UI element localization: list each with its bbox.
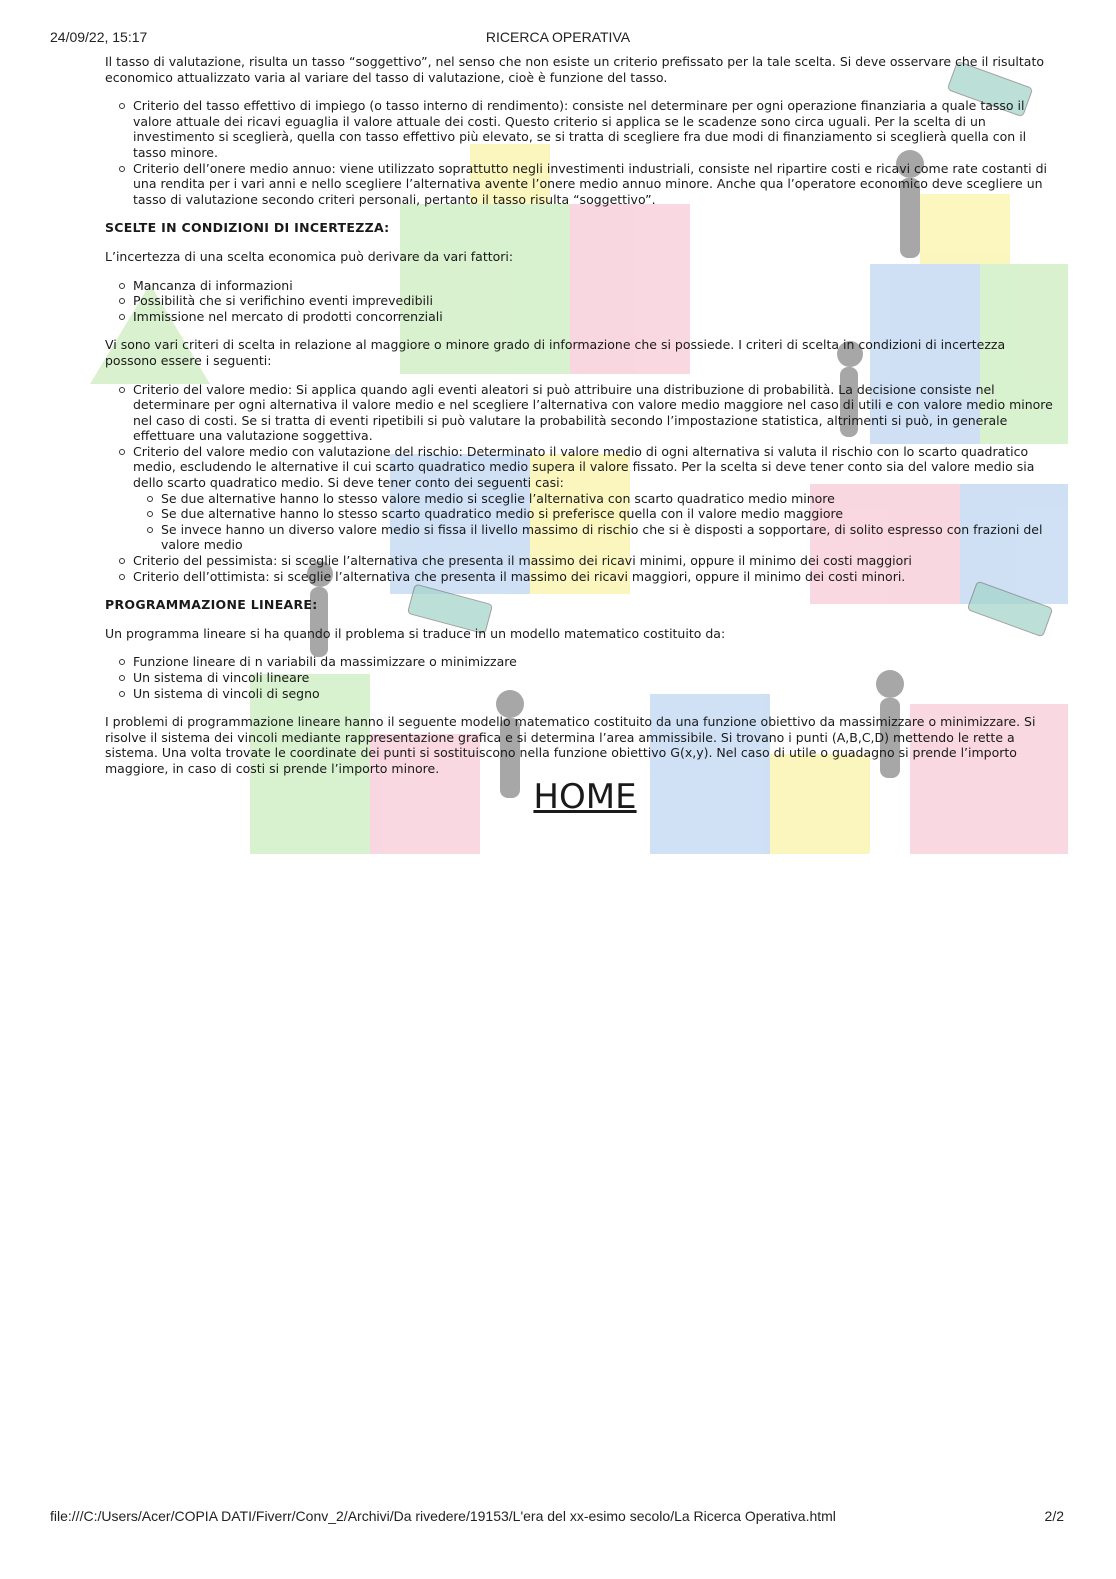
page-content-area: [90, 54, 1068, 854]
home-link[interactable]: HOME: [533, 776, 637, 817]
list-item: Se due alternative hanno lo stesso scarto quadratico medio si preferisce quella con il valore medio maggiore: [161, 506, 1055, 522]
article-body: [105, 54, 1055, 817]
list-item: Se due alternative hanno lo stesso valore medio si sceglie l’alternativa con scarto quadratico medio minore: [161, 491, 1055, 507]
uncertainty-criteria-list: [105, 382, 1055, 585]
home-link-wrap: [105, 776, 1055, 817]
linear-intro: Un programma lineare si ha quando il problema si traduce in un modello matematico costituito da:: [105, 625, 726, 641]
criterion-risk-text: Criterio del valore medio con valutazione del rischio: Determinato il valore medio di ogni alternativa si valuta il rischio con lo scarto quadratico medio, escludendo le alternative il cui scarto quadratico medio supera il valore fissato. Per la scelta si deve tener conto sia del valore medio sia dello scarto quadratico medio. Si deve tener conto dei seguenti casi:: [133, 443, 1035, 491]
linear-items-list: [105, 654, 1055, 701]
list-item: Criterio dell’onere medio annuo: viene utilizzato soprattutto negli investimenti industriali, consiste nel ripartire costi e ricavi come rate costanti di una rendita per i vari anni e nello scegliere l’alternativa avente l’onere medio annuo minore. Anche qua l’operatore economico deve scegliere un tasso di valutazione secondo criteri personali, pertanto il tasso risulta “soggettivo”.: [133, 161, 1055, 208]
print-header: [0, 29, 1116, 47]
list-item: Criterio del tasso effettivo di impiego (o tasso interno di rendimento): consiste nel determinare per ogni operazione finanziaria a quale tasso il valore attuale dei ricavi eguaglia il valore attuale dei costi. Questo criterio si applica se le scadenze sono circa uguali. Per la scelta di un investimento si sceglierà, quella con tasso effettivo più elevato, se si tratta di scegliere fra due modi di finanziamento si sceglierà quella con il tasso minore.: [133, 98, 1055, 160]
uncertainty-intro: L’incertezza di una scelta economica può derivare da vari fattori:: [105, 248, 514, 264]
list-item: Mancanza di informazioni: [133, 278, 1055, 294]
list-item: Immissione nel mercato di prodotti concorrenziali: [133, 309, 1055, 325]
list-item: Criterio dell’ottimista: si sceglie l’alternativa che presenta il massimo dei ricavi maggiori, oppure il minimo dei costi minori.: [133, 569, 1055, 585]
list-item: Se invece hanno un diverso valore medio si fissa il livello massimo di rischio che si è disposti a sopportare, di solito espresso con frazioni del valore medio: [161, 522, 1055, 553]
list-item: Possibilità che si verifichino eventi imprevedibili: [133, 293, 1055, 309]
list-item: Criterio del pessimista: si sceglie l’alternativa che presenta il massimo dei ricavi minimi, oppure il minimo dei costi maggiori: [133, 553, 1055, 569]
print-footer: [0, 1508, 1116, 1526]
uncertainty-factors-list: [105, 278, 1055, 325]
section-heading-uncertainty: SCELTE IN CONDIZIONI DI INCERTEZZA:: [105, 220, 390, 236]
print-datetime: 24/09/22, 15:17: [50, 29, 148, 45]
criteria-intro: Vi sono vari criteri di scelta in relazione al maggiore o minore grado di informazione che si possiede. I criteri di scelta in condizioni di incertezza possono essere i seguenti:: [105, 337, 1006, 368]
print-url: file:///C:/Users/Acer/COPIA DATI/Fiverr/Conv_2/Archivi/Da rivedere/19153/L'era del xx-esimo secolo/La Ricerca Operativa.html: [50, 1508, 836, 1524]
list-item: [133, 444, 1055, 553]
list-item: Criterio del valore medio: Si applica quando agli eventi aleatori si può attribuire una distribuzione di probabilità. La decisione consiste nel determinare per ogni alternativa il valore medio e nel scegliere l’alternativa con valore medio maggiore nel caso di utili e con valore medio minore nel caso di costi. Se si tratta di eventi ripetibili si può valutare la probabilità secondo l’impostazione statistica, altrimenti si può, in generale effettuare una valutazione soggettiva.: [133, 382, 1055, 444]
page-number: 2/2: [1044, 1508, 1064, 1524]
risk-cases-list: [133, 491, 1055, 553]
list-item: Un sistema di vincoli di segno: [133, 686, 1055, 702]
linear-body: I problemi di programmazione lineare hanno il seguente modello matematico costituito da una funzione obiettivo da massimizzare o minimizzare. Si risolve il sistema dei vincoli mediante rappresentazione grafica e si determina l’area ammissibile. Si trovano i punti (A,B,C,D) mettendo le rette a sistema. Una volta trovate le coordinate dei punti si sostituiscono nella funzione obiettivo G(x,y). Nel caso di utile o guadagno si prende l’importo maggiore, in caso di costi si prende l’importo minore.: [105, 714, 1036, 776]
list-item: Funzione lineare di n variabili da massimizzare o minimizzare: [133, 654, 1055, 670]
certainty-criteria-list: [105, 98, 1055, 207]
section-heading-linear: PROGRAMMAZIONE LINEARE:: [105, 597, 318, 613]
print-title: RICERCA OPERATIVA: [485, 29, 631, 45]
list-item: Un sistema di vincoli lineare: [133, 670, 1055, 686]
intro-paragraph: Il tasso di valutazione, risulta un tasso “soggettivo”, nel senso che non esiste un criterio prefissato per la tale scelta. Si deve osservare che il risultato economico attualizzato varia al variare del tasso di valutazione, cioè è funzione del tasso.: [105, 54, 1045, 85]
